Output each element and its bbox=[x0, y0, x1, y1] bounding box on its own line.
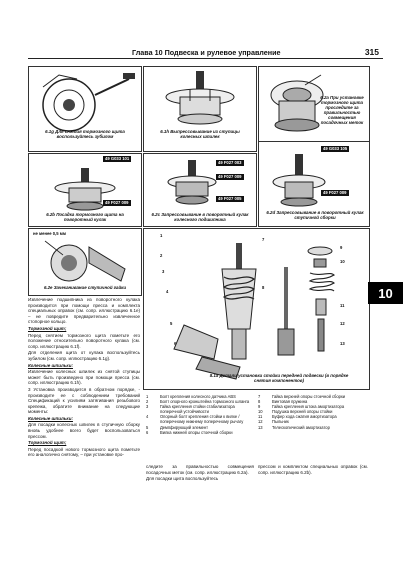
paragraph: Перед посадкой нового тормозного щита пометьте его аналогично снятому, – при установке про- bbox=[28, 446, 140, 458]
chapter-tab: 10 bbox=[368, 282, 403, 304]
parts-legend-left bbox=[146, 394, 254, 435]
figure-caption: 6.2c Запрессовывание в поворотный кулак колесного подшипника bbox=[151, 212, 249, 222]
figure-caption: 6.2d Запрессовывание в поворотный кулак ступичной сборки bbox=[266, 210, 364, 220]
tool-code: 49 G033 105 bbox=[323, 146, 348, 151]
legend-item: 11 Буфер хода сжатия амортизатора bbox=[258, 414, 337, 420]
part-number: 10 bbox=[340, 259, 345, 264]
figure-caption: 8.1a Детали установки стойки передней подвески (в порядке снятия компонентов) bbox=[209, 373, 349, 383]
part-number: 8 bbox=[262, 285, 265, 290]
tool-code: 49 F027 009 bbox=[105, 200, 129, 205]
left-text-column bbox=[28, 297, 140, 459]
part-number: 5 bbox=[170, 321, 173, 326]
figure-caption: 6.2b Посадка тормозного щита на поворотный кулак bbox=[46, 212, 124, 222]
section-heading: Тормозной щит; bbox=[28, 440, 67, 446]
legend-item: 12 Пыльник bbox=[258, 419, 289, 425]
paragraph: Извлечение колесных шпилек из снятой ступицы может быть произведено при помощи пресса (см. сопр. иллюстрацию 6.1h). bbox=[28, 369, 140, 386]
legend-item: 9 Гайка крепления штока амортизатора bbox=[258, 404, 345, 410]
bottom-text-column-1 bbox=[146, 464, 254, 483]
figure-6-2a bbox=[258, 66, 370, 152]
figure-6-2b bbox=[28, 153, 142, 227]
paragraph: 3 Установка производится в обратном порядке, - производите ее с соблюдением требований Спецификаций к усилиям затягивания резьбового крепежа, обратите внимание на следующие моменты: bbox=[28, 386, 140, 415]
figure-caption: 6.1h Выпрессовывание из ступицы колесных шпилек bbox=[160, 129, 240, 139]
legend-item: 2 Болт опорного кронштейна тормозного шланга bbox=[146, 399, 250, 405]
strut-exploded-drawing bbox=[144, 229, 369, 389]
part-number: 11 bbox=[340, 303, 345, 308]
legend-item: 6 Вилка нижней опоры стоечной сборки bbox=[146, 429, 233, 435]
figure-6-1g bbox=[28, 66, 142, 152]
figure-8-1a bbox=[143, 228, 370, 390]
tool-code: 49 F027 009 bbox=[218, 174, 242, 179]
part-number: 7 bbox=[262, 237, 265, 242]
paragraph: Для отделения щита от кулака воспользуйтесь зубилом (см. сопр. иллюстрацию 6.1g). bbox=[28, 350, 140, 361]
legend-item: 5 Демпфирующий элемент bbox=[146, 424, 209, 430]
paragraph: следите за правильностью совмещения посадочных меток (см. сопр. иллюстрацию 6.2a). bbox=[146, 464, 254, 475]
paragraph: прессом и комплектом специальных оправок (см. сопр. иллюстрацию 6.2b). bbox=[258, 464, 368, 475]
chapter-title: Глава 10 Подвеска и рулевое управление bbox=[132, 48, 281, 57]
paragraph: Для посадки колесных шпилек в ступичную сборку вновь удобнее всего будет воспользоваться прессом. bbox=[28, 422, 140, 439]
figure-6-2c bbox=[143, 153, 257, 227]
section-heading: Тормозной щит; bbox=[28, 325, 67, 331]
page-header bbox=[0, 0, 403, 64]
section-heading: Колесные шпильки: bbox=[28, 362, 73, 368]
tool-code: 49 G033 101 bbox=[105, 156, 130, 161]
section-heading: Колесные шпильки: bbox=[28, 415, 73, 421]
part-number: 12 bbox=[340, 321, 345, 326]
figure-6-2e bbox=[28, 228, 142, 296]
paragraph: Извлечение подшипника из поворотного кулака производится при помощи пресса и комплекта специальных оправок (см. сопр. иллюстрацию 6.1e) – не повредите предварительно извлеченное стопорное кольцо. bbox=[28, 297, 140, 325]
tool-code: 49 F027 005 bbox=[218, 196, 242, 201]
bottom-text-column-2 bbox=[258, 464, 368, 476]
part-number: 1 bbox=[160, 233, 163, 238]
figure-caption: 6.1g Для снятия тормозного щита воспользуйтесь зубилом bbox=[45, 129, 125, 139]
measure-note: не менее 0,5 мм bbox=[33, 231, 66, 236]
part-number: 3 bbox=[162, 269, 165, 274]
header-rule bbox=[28, 58, 383, 59]
part-number: 4 bbox=[166, 289, 169, 294]
parts-legend-right bbox=[258, 394, 368, 430]
legend-item: 13 Телескопический амортизатор bbox=[258, 424, 330, 430]
figure-caption: 6.2e Зачеканивание ступичной гайки bbox=[43, 285, 127, 290]
legend-item: 3 Гайка крепления стойки стабилизатора поперечной устойчивости bbox=[146, 404, 235, 415]
legend-item: 8 Винтовая пружина bbox=[258, 399, 308, 405]
legend-item: 4 Опорный болт крепления стойки к вилке / поперечному нижнему поперечному рычагу bbox=[146, 414, 244, 425]
legend-item: 10 Подушка верхней опоры стойки bbox=[258, 409, 333, 415]
part-number: 9 bbox=[340, 245, 343, 250]
paragraph: Для посадки щита воспользуйтесь bbox=[146, 476, 219, 482]
part-number: 13 bbox=[340, 341, 345, 346]
tool-code: 49 F027 003 bbox=[218, 160, 242, 165]
tool-code: 49 F027 009 bbox=[323, 190, 347, 195]
part-number: 2 bbox=[160, 253, 163, 258]
legend-item: 1 Болт крепления колесного датчика ABS bbox=[146, 394, 236, 399]
figure-6-2d bbox=[258, 141, 370, 227]
page-number: 315 bbox=[364, 47, 379, 57]
figure-caption: 6.2a При установке тормозного щита проследите за правильностью совмещения посадочных меток bbox=[320, 95, 364, 125]
legend-item: 7 Гайка верхней опоры стоечной сборки bbox=[258, 394, 346, 399]
paragraph: Перед снятием тормозного щита пометьте его положение относительно поворотного кулака (см. сопр. иллюстрацию 6.1f). bbox=[28, 332, 140, 349]
figure-6-1h bbox=[143, 66, 257, 152]
part-number: 6 bbox=[174, 341, 177, 346]
